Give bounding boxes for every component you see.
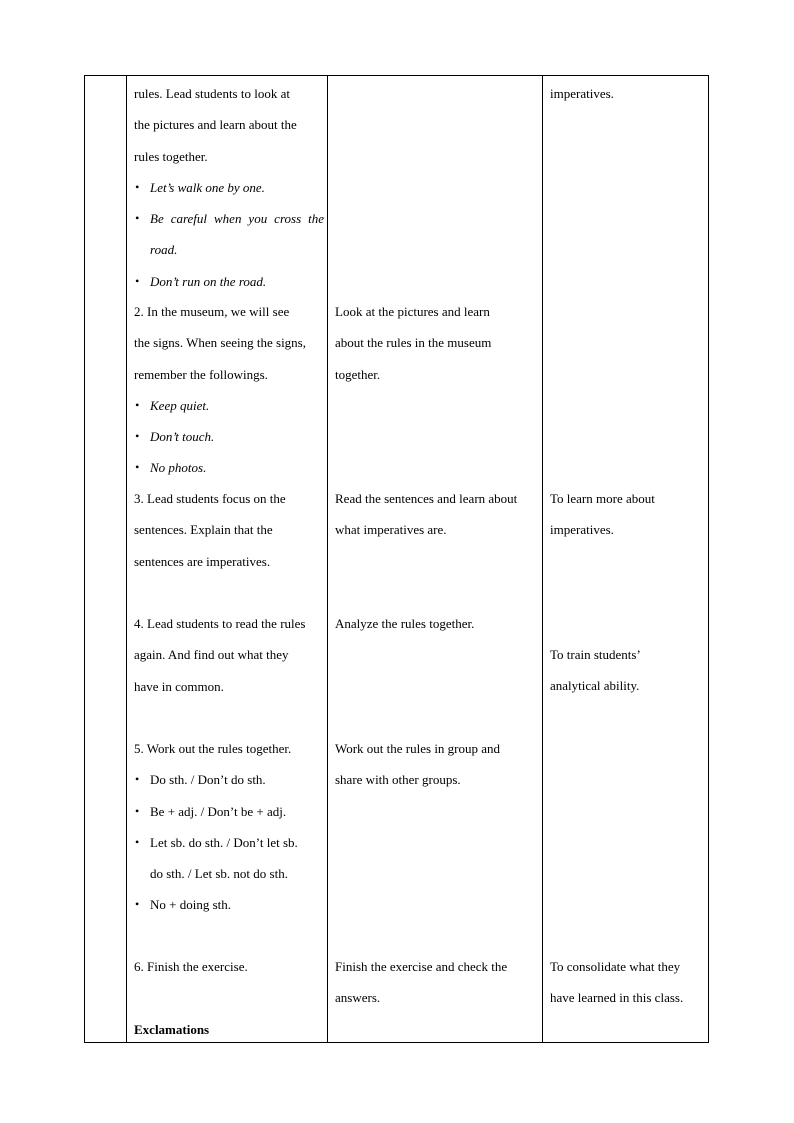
step-4-text bbox=[134, 608, 324, 702]
text-line: 4. Lead students to read the rules bbox=[134, 616, 306, 631]
teacher-activities-column bbox=[134, 76, 324, 1042]
museum-rule-item: • Don’t touch. bbox=[134, 421, 324, 452]
text-line: analytical ability. bbox=[550, 678, 640, 694]
pattern-item: • No + doing sth. bbox=[134, 889, 324, 920]
text-line: rules. Lead students to look at bbox=[134, 86, 290, 101]
text-line: have in common. bbox=[134, 678, 224, 694]
purpose-top bbox=[550, 78, 708, 109]
road-rule-item: • Let’s walk one by one. bbox=[134, 172, 324, 203]
step-3-text bbox=[134, 483, 324, 577]
text-line: Work out the rules in group and bbox=[335, 741, 501, 756]
text-line: together. bbox=[335, 366, 381, 382]
museum-activity bbox=[335, 296, 540, 390]
analyze-activity bbox=[335, 608, 540, 639]
text-line: To train students’ bbox=[550, 647, 641, 662]
text-line: again. And find out what they bbox=[134, 647, 289, 663]
purpose-column bbox=[550, 76, 708, 1042]
step-2-text bbox=[134, 296, 324, 484]
exercise-activity bbox=[335, 951, 540, 1014]
text-line: have learned in this class. bbox=[550, 990, 684, 1006]
text-line: Analyze the rules together. bbox=[335, 616, 475, 631]
intro-text bbox=[134, 78, 324, 297]
text-line: To learn more about bbox=[550, 491, 655, 506]
student-activities-column bbox=[335, 76, 540, 1042]
text-line: Finish the exercise and check the bbox=[335, 959, 508, 974]
museum-rule-item: • Keep quiet. bbox=[134, 390, 324, 421]
text-line: remember the followings. bbox=[134, 366, 268, 382]
text-line: answers. bbox=[335, 990, 381, 1006]
section-heading: Exclamations bbox=[134, 1021, 210, 1037]
pattern-item: • Let sb. do sth. / Don’t let sb. bbox=[134, 827, 324, 858]
pattern-item: • Be + adj. / Don’t be + adj. bbox=[134, 796, 324, 827]
purpose-learn-more bbox=[550, 483, 708, 546]
purpose-consolidate bbox=[550, 951, 708, 1014]
text-line: Look at the pictures and learn bbox=[335, 304, 490, 319]
text-line: sentences are imperatives. bbox=[134, 553, 271, 569]
lesson-plan-table bbox=[84, 75, 709, 1043]
text-line: imperatives. bbox=[550, 86, 614, 101]
text-line: share with other groups. bbox=[335, 772, 461, 788]
column-divider bbox=[542, 76, 543, 1042]
step-5-text bbox=[134, 733, 324, 921]
blank-line bbox=[134, 982, 324, 1013]
text-line: Read the sentences and learn about bbox=[335, 491, 518, 506]
column-divider bbox=[327, 76, 328, 1042]
text-line: the signs. When seeing the signs, bbox=[134, 335, 306, 351]
text-line: 3. Lead students focus on the bbox=[134, 491, 286, 506]
text-line: 6. Finish the exercise. bbox=[134, 959, 248, 974]
road-rule-continuation: road. bbox=[150, 242, 178, 258]
pattern-continuation: do sth. / Let sb. not do sth. bbox=[150, 866, 288, 882]
purpose-train bbox=[550, 639, 708, 702]
road-rule-item: • Don’t run on the road. bbox=[134, 266, 324, 297]
text-line: imperatives. bbox=[550, 522, 614, 538]
text-line: rules together. bbox=[134, 148, 208, 164]
road-rule-item: • Be careful when you cross the bbox=[134, 203, 324, 234]
text-line: sentences. Explain that the bbox=[134, 522, 273, 538]
step-6-text bbox=[134, 951, 324, 1045]
pattern-item: • Do sth. / Don’t do sth. bbox=[134, 764, 324, 795]
column-divider bbox=[126, 76, 127, 1042]
imperatives-activity bbox=[335, 483, 540, 546]
group-activity bbox=[335, 733, 540, 796]
text-line: 5. Work out the rules together. bbox=[134, 741, 292, 756]
text-line: about the rules in the museum bbox=[335, 335, 492, 351]
text-line: what imperatives are. bbox=[335, 522, 447, 538]
text-line: To consolidate what they bbox=[550, 959, 681, 974]
text-line: the pictures and learn about the bbox=[134, 117, 297, 133]
text-line: 2. In the museum, we will see bbox=[134, 304, 290, 319]
museum-rule-item: • No photos. bbox=[134, 452, 324, 483]
stage-column bbox=[85, 76, 126, 1042]
